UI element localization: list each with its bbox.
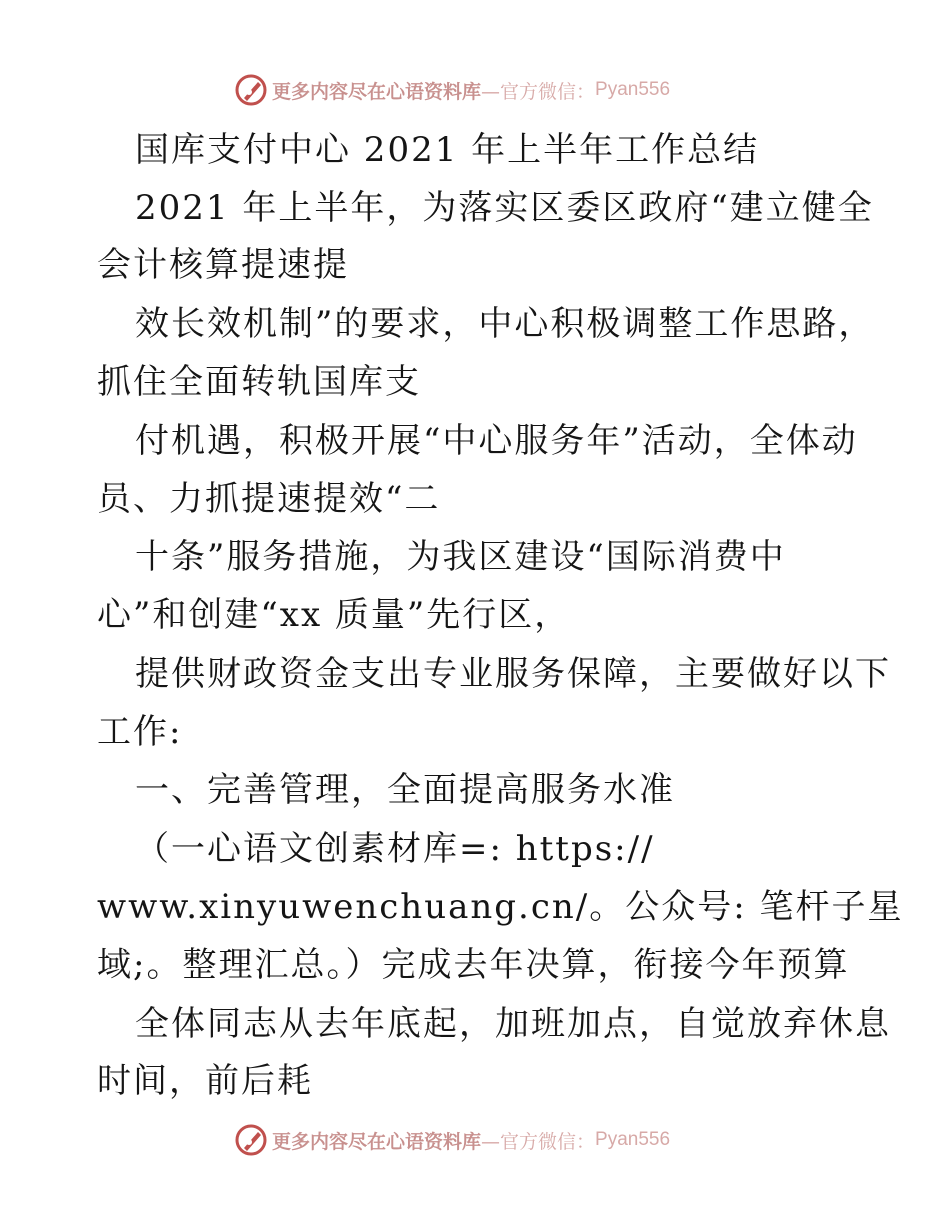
pen-logo-icon bbox=[234, 1123, 268, 1157]
watermark-id-text: Pyan556 bbox=[595, 79, 671, 100]
body-line: 提供财政资金支出专业服务保障，主要做好以下 bbox=[135, 654, 891, 694]
watermark-sub-text: —官方微信： bbox=[481, 80, 596, 103]
body-line: 工作: bbox=[97, 712, 183, 752]
body-line: （一心语文创素材库=: https:// bbox=[135, 829, 655, 869]
watermark-main-text: 更多内容尽在心语资料库 bbox=[272, 80, 482, 103]
body-line: 效长效机制”的要求，中心积极调整工作思路， bbox=[135, 304, 875, 344]
body-line: 2021 年上半年，为落实区委区政府“建立健全 bbox=[135, 188, 874, 228]
body-line: 全体同志从去年底起，加班加点，自觉放弃休息 bbox=[135, 1004, 891, 1044]
watermark-id-text: Pyan556 bbox=[595, 1129, 671, 1150]
watermark-footer bbox=[234, 1120, 670, 1160]
body-line: www.xinyuwenchuang.cn/。公众号: 笔杆子星 bbox=[97, 887, 904, 927]
body-line: 会计核算提速提 bbox=[97, 245, 349, 285]
watermark-main-text: 更多内容尽在心语资料库 bbox=[272, 1130, 482, 1153]
body-line: 员、力抓提速提效“二 bbox=[97, 479, 441, 519]
document-title: 国库支付中心 2021 年上半年工作总结 bbox=[135, 130, 760, 170]
body-line: 抓住全面转轨国库支 bbox=[97, 362, 421, 402]
section-heading: 一、完善管理，全面提高服务水准 bbox=[135, 770, 675, 810]
watermark-sub-text: —官方微信： bbox=[481, 1130, 596, 1153]
body-line: 付机遇，积极开展“中心服务年”活动，全体动 bbox=[135, 421, 858, 461]
body-line: 时间，前后耗 bbox=[97, 1061, 313, 1101]
body-line: 十条”服务措施，为我区建设“国际消费中 bbox=[135, 537, 786, 577]
body-line: 域;。整理汇总。）完成去年决算，衔接今年预算 bbox=[97, 945, 850, 985]
pen-logo-icon bbox=[234, 73, 268, 107]
body-line: 心”和创建“xx 质量”先行区， bbox=[97, 595, 571, 635]
watermark-header bbox=[234, 70, 670, 110]
